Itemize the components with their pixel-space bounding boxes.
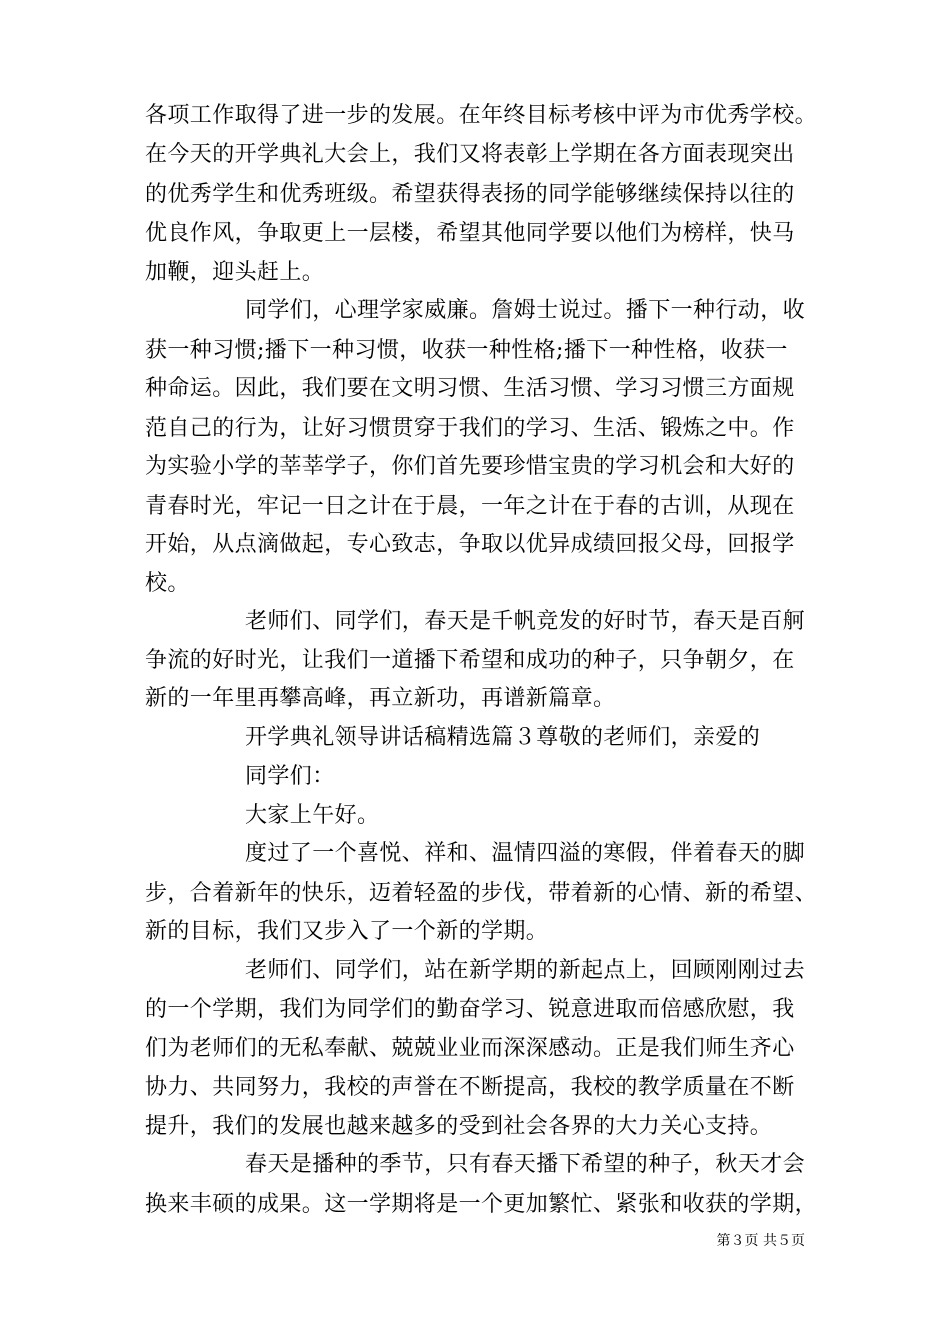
text-line: 开学典礼领导讲话稿精选篇３尊敬的老师们，亲爱的 <box>245 725 761 750</box>
text-line: 协力、共同努力，我校的声誉在不断提高，我校的教学质量在不断 <box>145 1075 795 1100</box>
text-line: 同学们： <box>245 764 335 789</box>
text-line: 新的目标，我们又步入了一个新的学期。 <box>145 919 549 944</box>
text-line: 争流的好时光，让我们一道播下希望和成功的种子，只争朝夕，在 <box>145 648 795 673</box>
text-line: 青春时光，牢记一日之计在于晨，一年之计在于春的古训，从现在 <box>145 494 795 519</box>
text-line: 春天是播种的季节，只有春天播下希望的种子，秋天才会 <box>245 1152 806 1177</box>
text-line: 的一个学期，我们为同学们的勤奋学习、锐意进取而倍感欣慰，我 <box>145 997 795 1022</box>
text-line: 换来丰硕的成果。这一学期将是一个更加繁忙、紧张和收获的学期， <box>145 1192 818 1217</box>
text-line: 校。 <box>145 571 190 596</box>
text-line: 开始，从点滴做起，专心致志，争取以优异成绩回报父母，回报学 <box>145 532 795 557</box>
text-line: 种命运。因此，我们要在文明习惯、生活习惯、学习习惯三方面规 <box>145 376 795 401</box>
text-line: 新的一年里再攀高峰，再立新功，再谱新篇章。 <box>145 686 616 711</box>
page-number: 第３页 共５页 <box>716 1233 805 1249</box>
text-line: 大家上午好。 <box>245 803 380 828</box>
text-line: 们为老师们的无私奉献、兢兢业业而深深感动。正是我们师生齐心 <box>145 1036 795 1061</box>
text-line: 范自己的行为，让好习惯贯穿于我们的学习、生活、锻炼之中。作 <box>145 416 795 441</box>
text-line: 步，合着新年的快乐，迈着轻盈的步伐，带着新的心情、新的希望、 <box>145 881 818 906</box>
text-line: 获一种习惯;播下一种习惯，收获一种性格;播下一种性格，收获一 <box>145 338 788 363</box>
text-line: 优良作风，争取更上一层楼，希望其他同学要以他们为榜样，快马 <box>145 221 795 246</box>
text-line: 老师们、同学们，站在新学期的新起点上，回顾刚刚过去 <box>245 958 806 983</box>
text-line: 为实验小学的莘莘学子，你们首先要珍惜宝贵的学习机会和大好的 <box>145 454 795 479</box>
text-line: 提升，我们的发展也越来越多的受到社会各界的大力关心支持。 <box>145 1114 773 1139</box>
text-line: 的优秀学生和优秀班级。希望获得表扬的同学能够继续保持以往的 <box>145 182 795 207</box>
text-line: 加鞭，迎头赶上。 <box>145 260 325 285</box>
text-line: 各项工作取得了进一步的发展。在年终目标考核中评为市优秀学校。 <box>145 103 818 128</box>
text-line: 在今天的开学典礼大会上，我们又将表彰上学期在各方面表现突出 <box>145 142 795 167</box>
text-line: 度过了一个喜悦、祥和、温情四溢的寒假，伴着春天的脚 <box>245 841 806 866</box>
text-line: 同学们，心理学家威廉。詹姆士说过。播下一种行动，收 <box>245 298 806 323</box>
page-footer <box>0 1232 950 1250</box>
text-line: 老师们、同学们，春天是千帆竞发的好时节，春天是百舸 <box>245 609 806 634</box>
